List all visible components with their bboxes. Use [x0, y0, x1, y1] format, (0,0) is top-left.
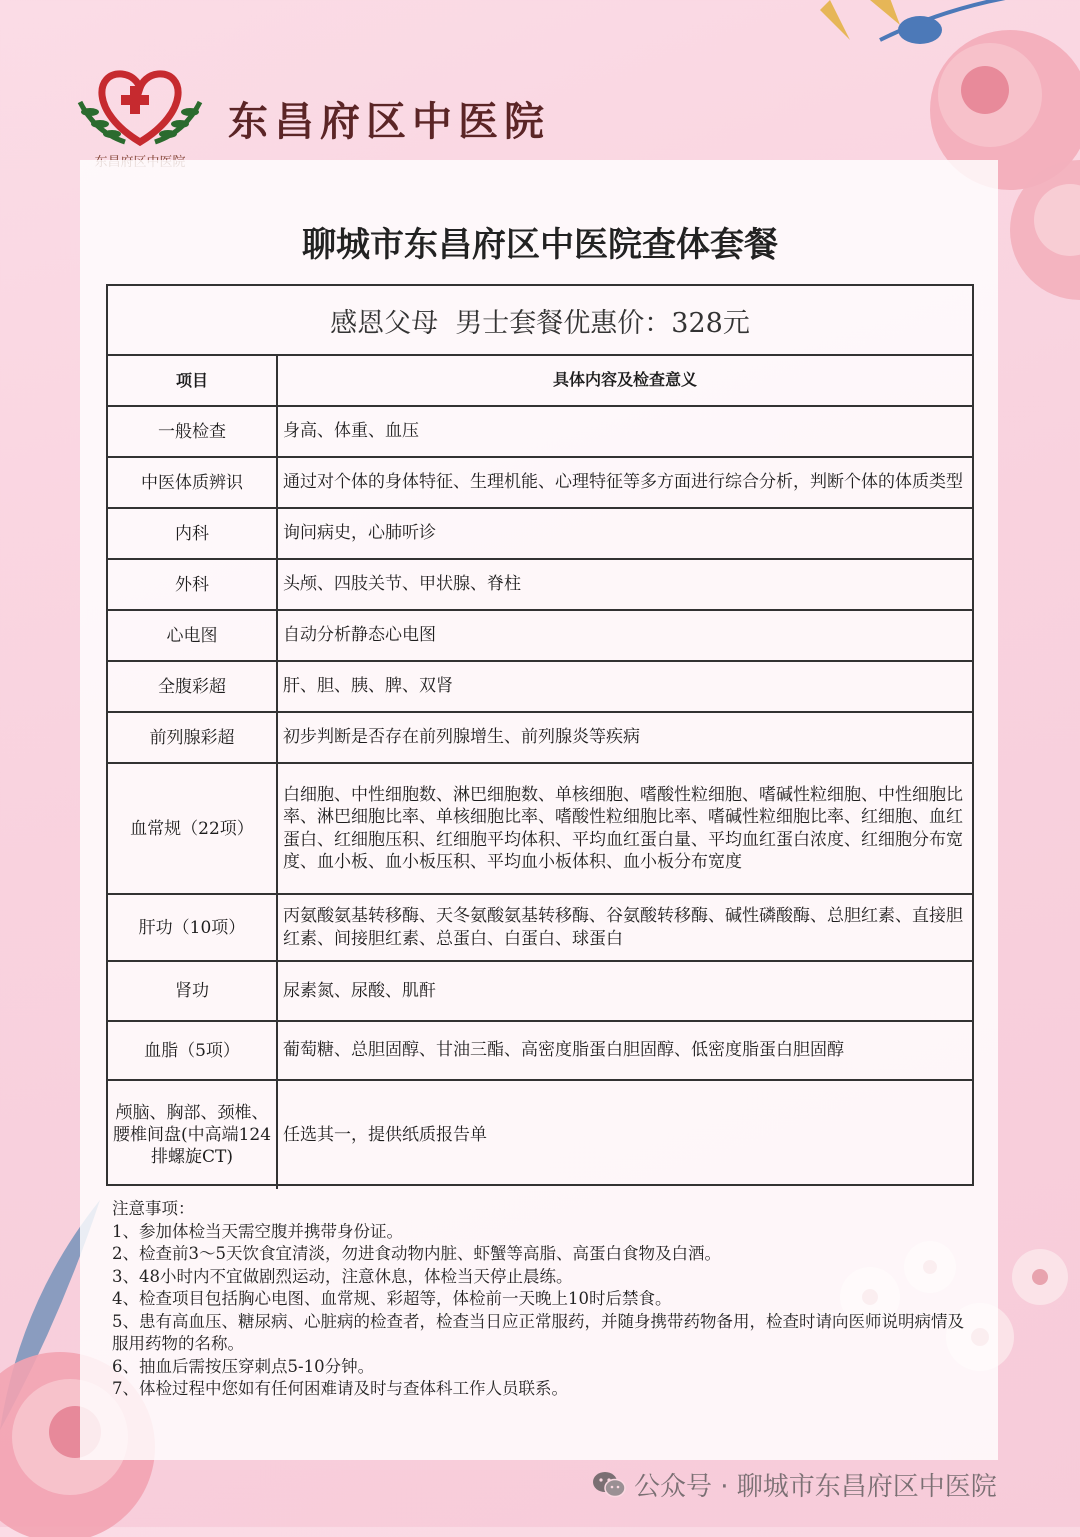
notes-heading: 注意事项： [112, 1199, 195, 1218]
hospital-logo [70, 62, 210, 172]
row-content: 尿素氮、尿酸、肌酐 [283, 980, 436, 1001]
package-header [108, 286, 972, 356]
header-content: 具体内容及检查意义 [552, 370, 697, 390]
table-row [108, 458, 972, 509]
footer-watermark [592, 1466, 997, 1503]
row-content: 通过对个体的身体特征、生理机能、心理特征等多方面进行综合分析，判断个体的体质类型 [283, 472, 963, 493]
header-item: 项目 [108, 356, 278, 405]
note-item: 4、检查项目包括胸心电图、血常规、彩超等，体检前一天晚上10时后禁食。 [112, 1289, 672, 1308]
row-item: 血常规（22项） [108, 764, 278, 893]
row-content: 初步判断是否存在前列腺增生、前列腺炎等疾病 [283, 727, 640, 748]
row-content: 葡萄糖、总胆固醇、甘油三酯、高密度脂蛋白胆固醇、低密度脂蛋白胆固醇 [283, 1040, 844, 1061]
package-table [106, 284, 974, 1186]
package-price: 优惠价：328元 [563, 307, 750, 339]
notes-section [112, 1198, 974, 1401]
row-item: 中医体质辨识 [108, 458, 278, 507]
row-item: 一般检查 [108, 407, 278, 456]
table-row [108, 895, 972, 962]
table-row [108, 509, 972, 560]
wechat-icon [592, 1470, 626, 1500]
table-row [108, 407, 972, 458]
row-content: 任选其一，提供纸质报告单 [283, 1124, 487, 1145]
table-header-row [108, 356, 972, 407]
table-row [108, 764, 972, 895]
table-row [108, 611, 972, 662]
row-content: 白细胞、中性细胞数、淋巴细胞数、单核细胞、嗜酸性粒细胞、嗜碱性粒细胞、中性细胞比率、淋巴细胞比率、单核细胞比率、嗜酸性粒细胞比率、嗜碱性粒细胞比率、红细胞、血红蛋白、红细胞压积、红细胞平均体积、平均血红蛋白量、平均血红蛋白浓度、红细胞分布宽度、血小板、血小板压积、平均血小板体积、血小板分布宽度 [283, 784, 963, 872]
row-content: 询问病史，心肺听诊 [283, 523, 436, 544]
row-item: 全腹彩超 [108, 662, 278, 711]
table-row [108, 1022, 972, 1081]
page-title: 聊城市东昌府区中医院查体套餐 [302, 225, 778, 265]
row-item: 外科 [108, 560, 278, 609]
row-item: 肾功 [108, 962, 278, 1020]
row-content: 头颅、四肢关节、甲状腺、脊柱 [283, 574, 521, 595]
row-item: 心电图 [108, 611, 278, 660]
note-item: 2、检查前3～5天饮食宜清淡，勿进食动物内脏、虾蟹等高脂、高蛋白食物及白酒。 [112, 1244, 721, 1263]
row-item: 前列腺彩超 [108, 713, 278, 762]
package-name: 感恩父母 男士套餐 [330, 307, 564, 339]
row-content: 肝、胆、胰、脾、双肾 [283, 676, 453, 697]
table-row [108, 962, 972, 1022]
footer-text: 公众号 · 聊城市东昌府区中医院 [634, 1472, 997, 1502]
row-content: 丙氨酸氨基转移酶、天冬氨酸氨基转移酶、谷氨酸转移酶、碱性磷酸酶、总胆红素、直接胆红素、间接胆红素、总蛋白、白蛋白、球蛋白 [283, 906, 963, 949]
row-item: 颅脑、胸部、颈椎、腰椎间盘(中高端124排螺旋CT) [108, 1081, 278, 1189]
row-item: 内科 [108, 509, 278, 558]
note-item: 7、体检过程中您如有任何困难请及时与查体科工作人员联系。 [112, 1379, 568, 1398]
row-item: 肝功（10项） [108, 895, 278, 960]
table-row [108, 1081, 972, 1189]
note-item: 5、患有高血压、糖尿病、心脏病的检查者，检查当日应正常服药，并随身携带药物备用，检查时请向医师说明病情及服用药物的名称。 [112, 1311, 964, 1353]
table-row [108, 713, 972, 764]
note-item: 3、48小时内不宜做剧烈运动，注意休息，体检当天停止晨练。 [112, 1266, 573, 1286]
row-content: 身高、体重、血压 [283, 421, 419, 442]
note-item: 6、抽血后需按压穿刺点5-10分钟。 [112, 1356, 375, 1376]
table-row [108, 662, 972, 713]
row-content: 自动分析静态心电图 [283, 625, 436, 646]
row-item: 血脂（5项） [108, 1022, 278, 1079]
hospital-name: 东昌府区中医院 [228, 99, 550, 145]
note-item: 1、参加体检当天需空腹并携带身份证。 [112, 1221, 403, 1241]
table-row [108, 560, 972, 611]
